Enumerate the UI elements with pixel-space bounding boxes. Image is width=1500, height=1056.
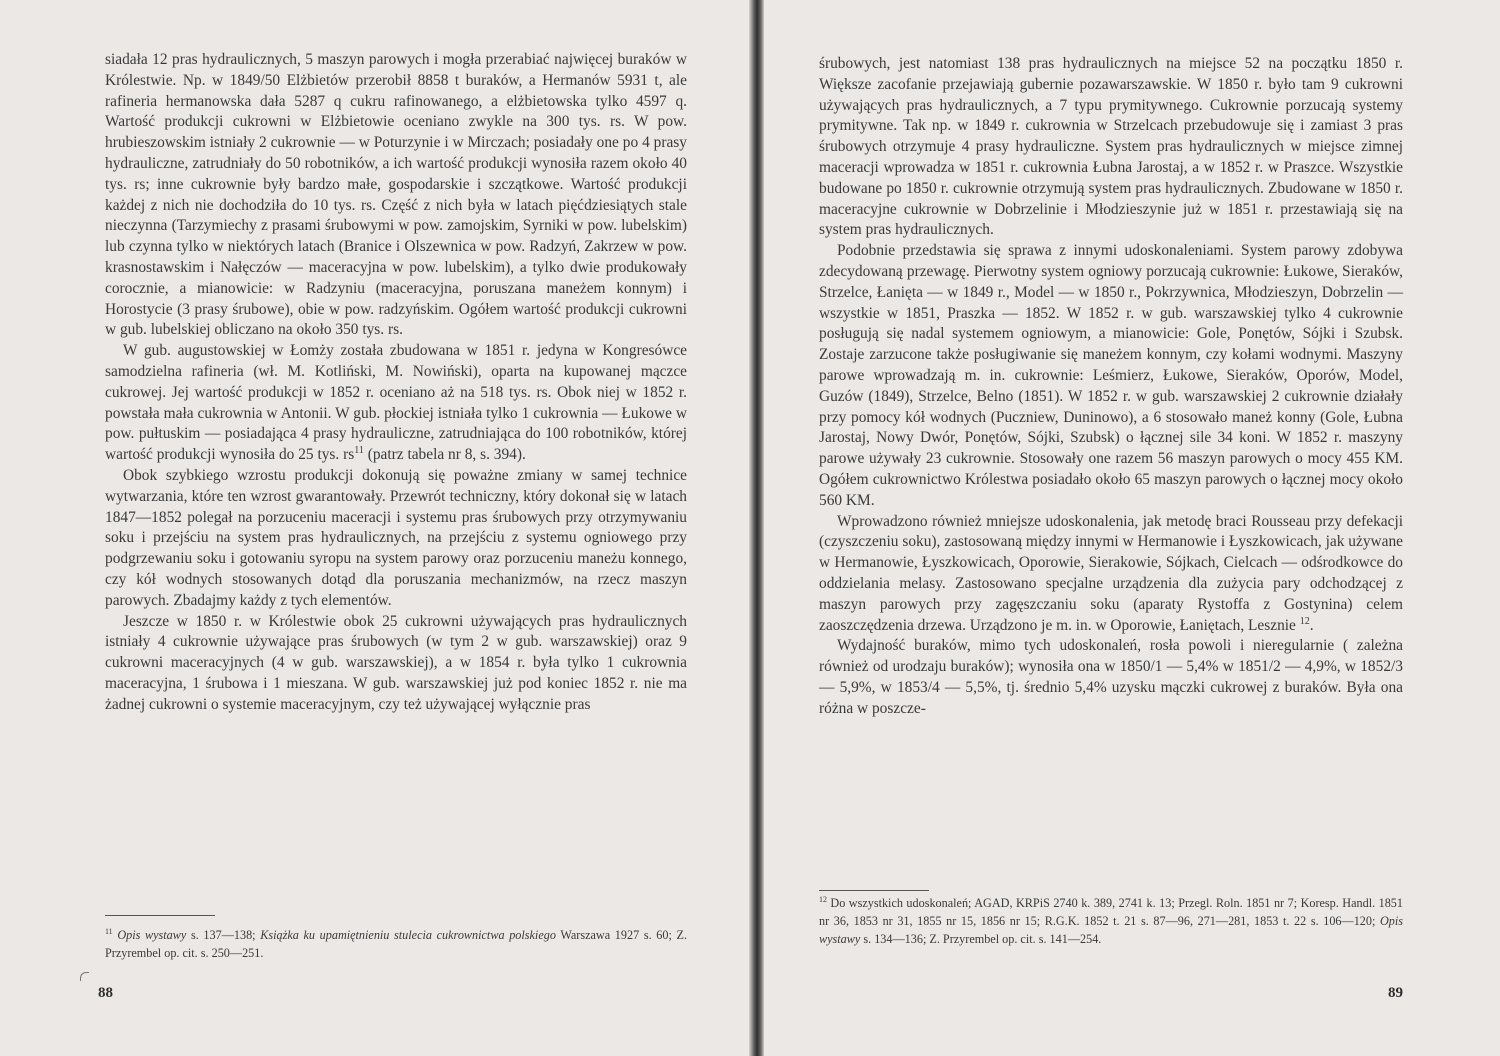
paragraph-text: Wprowadzono również mniejsze udoskonalenia, jak metodę braci Rousseau przy defekacji (czyszczeniu soku), zastosowaną między innymi w Hermanowie i Łyszkowicach, jak używane w Hermanowie, Łyszkowicach, Oporowie, Sierakowie, Sójkach, Cielcach — odśrodkowce do oddzielania melasy. Zastosowano specjalne urządzenia dla zużycia pary odchodzącej z maszyn parowych przy zagęszczaniu soku (aparaty Rystoffa z Gostynina) celem zaoszczędzenia drzewa. Urządzono je m. in. w Oporowie, Łaniętach, Lesznie — [819, 512, 1403, 634]
footnote-ref: 12 — [1299, 615, 1310, 627]
paragraph-text: W gub. augustowskiej w Łomży została zbudowana w 1851 r. jedyna w Kongresówce samodzielna rafineria (wł. M. Kotliński, M. Nowiński), oparta na kupowanej mączce cukrowej. Jej wartość produkcji w 1852 r. oceniano aż na 518 tys. rs. Obok niej w 1852 r. powstała mała cukrownia w Antonii. W gub. płockiej istniała tylko 1 cukrownia — Łukowe w pow. pułtuskim — posiadająca 4 prasy hydrauliczne, zatrudniająca do 100 robotników, której wartość produkcji wynosiła do 25 tys. rs — [105, 342, 687, 464]
paragraph: Podobnie przedstawia się sprawa z innymi udoskonaleniami. System parowy zdobywa zdecydowaną przewagę. Pierwotny system ogniowy porzucają cukrownie: Łukowe, Sieraków, Strzelce, Łanięta — w 1849 r., Model — w 1850 r., Pokrzywnica, Młodzieszyn, Dobrzelin — wszystkie w 1851, Praszka — 1852. W 1852 r. w gub. warszawskiej tylko 4 cukrownie posługują się nadal systemem ogniowym, a mianowicie: Gole, Ponętów, Sójki i Szubsk. Zostaje zarzucone także posługiwanie się maneżem konnym, czy kołami wodnymi. Maszyny parowe wprowadzają m. in. cukrownie: Leśmierz, Łukowe, Sieraków, Oporów, Model, Guzów (1849), Strzelce, Belno (1851). W 1852 r. w gub. warszawskiej 2 cukrownie działały przy pomocy kół wodnych (Puczniew, Duninowo), a 6 stosowało maneż konny (Gole, Łubna Jarostaj, Nowy Dwór, Ponętów, Sójki, Szubsk) o łącznej sile 34 koni. W 1852 r. maszyny parowe używały 23 cukrownie. Stosowały one razem 56 maszyn parowych o mocy 455 KM. Ogółem cukrownictwo Królestwa posiadało około 65 maszyn parowych o łącznej mocy około 560 KM. — [819, 242, 1403, 509]
footnote — [819, 894, 1403, 948]
footnote-number: 11 — [105, 926, 113, 936]
paragraph — [105, 341, 687, 466]
paragraph: Jeszcze w 1850 r. w Królestwie obok 25 cukrowni używających pras hydraulicznych istniały 4 cukrownie używające pras śrubowych (w tym 2 w gub. warszawskiej) oraz 9 cukrowni maceracyjnych (4 w gub. warszawskiej), a w 1854 r. była tylko 1 cukrownia maceracyjna, 1 śrubowa i 1 mieszana. W gub. warszawskiej już pod koniec 1852 r. nie ma żadnej cukrowni o systemie maceracyjnym, czy też używającej wyłącznie pras — [105, 612, 687, 713]
footnote-divider — [105, 915, 215, 916]
footnote-part: Opis wystawy — [819, 914, 1403, 946]
footnote-part: Opis wystawy — [117, 928, 187, 942]
footnote-ref: 11 — [354, 445, 364, 457]
paragraph-tail: . — [1309, 616, 1314, 634]
page-number: 89 — [1388, 985, 1403, 1001]
paragraph: siadała 12 pras hydraulicznych, 5 maszyn parowych i mogła przerabiać najwięcej buraków w Królestwie. Np. w 1849/50 Elżbietów przerobił 8858 t buraków, a Hermanów 5931 t, ale rafineria hermanowska dała 5287 q cukru rafinowanego, a elżbietowska tylko 4597 q. Wartość produkcji cukrowni w Elżbietowie oceniano zwykle na 300 tys. rs. W pow. hrubieszowskim istniały 2 cukrownie — w Poturzynie i w Mirczach; posiadały one po 4 prasy hydrauliczne, zatrudniały do 50 robotników, a ich wartość produkcji wynosiła razem około 40 tys. rs; inne cukrownie były bardzo małe, gospodarskie i szczątkowe. Wartość produkcji każdej z nich nie dochodziła do 10 tys. rs. Część z nich była w latach pięćdziesiątych stale nieczynna (Tarzymiechy z prasami śrubowymi w pow. zamojskim, Syrniki w pow. lubelskim) lub czynna tylko w niektórych latach (Branice i Olszewnica w pow. Radzyń, Zakrzew w pow. krasnostawskim i Nałęczów — maceracyjna w pow. lubelskim), a tylko dwie produkowały corocznie, a mianowicie: w Radzyniu (maceracyjna, poruszana maneżem konnym) i Horostycie (3 prasy śrubowe), obie w pow. radzyńskim. Ogółem wartość produkcji cukrowni w gub. lubelskiej obliczano na około 350 tys. rs. — [105, 51, 687, 339]
margin-mark — [80, 972, 89, 981]
paragraph — [819, 512, 1403, 637]
footnote-part: Do wszystkich udoskonaleń; AGAD, KRPiS 2740 k. 389, 2741 k. 13; Przegl. Roln. 1851 nr 7; Koresp. Handl. 1851 nr 36, 1853 nr 31, 1855 nr 15, 1856 nr 15; R.G.K. 1852 t. 21 s. 87—96, 271—281, 1853 t. 22 s. 106—120; — [819, 896, 1403, 928]
footnote-number: 12 — [819, 894, 827, 904]
footnote-part: Książka ku upamiętnieniu stulecia cukrownictwa polskiego — [260, 928, 556, 942]
paragraph: Wydajność buraków, mimo tych udoskonaleń, rosła powoli i nieregularnie ( zależna również od urodzaju buraków); wynosiła ona w 1850/1 — 5,4% w 1851/2 — 4,9%, w 1852/3 — 5,9%, w 1853/4 — 5,5%, tj. średnio 5,4% uzysku mączki cukrowej z buraków. Była ona różna w poszcze- — [819, 637, 1403, 717]
footnote-divider — [819, 890, 929, 891]
right-body-text — [819, 54, 1403, 720]
paragraph: śrubowych, jest natomiast 138 pras hydraulicznych na miejsce 52 na początku 1850 r. Większe zacofanie przejawiają gubernie pozawarszawskie. W 1850 r. było tam 9 cukrowni używających pras hydraulicznych, a 7 typu prymitywnego. Cukrownie porzucają systemy prymitywne. Tak np. w 1849 r. cukrownia w Strzelcach przebudowuje się i zamiast 3 pras śrubowych otrzymuje 4 prasy hydrauliczne. System pras hydraulicznych w miejsce zimnej maceracji wprowadza w 1851 r. cukrownia Łubna Jarostaj, a w 1852 r. w Praszce. Wszystkie budowane po 1850 r. cukrownie otrzymują system pras hydraulicznych. Zbudowane w 1850 r. maceracyjne cukrownie w Dobrzelinie i Młodzieszynie już w 1851 r. przestawiają się na system pras hydraulicznych. — [819, 55, 1403, 239]
page-number: 88 — [98, 985, 113, 1001]
right-page — [764, 0, 1500, 1056]
footnote-part: s. 134—136; Z. Przyrembel op. cit. s. 141—254. — [860, 932, 1102, 946]
paragraph: Obok szybkiego wzrostu produkcji dokonują się poważne zmiany w samej technice wytwarzania, które ten wzrost gwarantowały. Przewrót techniczny, który dokonał się w latach 1847—1852 polegał na porzuceniu maceracji i systemu pras śrubowych przy otrzymywaniu soku i przejściu na system pras hydraulicznych, na przejściu z systemu ogniowego przy podgrzewaniu soku i gotowaniu syropu na system parowy oraz porzuceniu maneżu konnego, czy kół wodnych stosowanych dotąd dla poruszania mechanizmów, na rzecz maszyn parowych. Zbadajmy każdy z tych elementów. — [105, 466, 687, 609]
book-gutter — [749, 0, 764, 1056]
footnote-part: s. 137—138; — [186, 928, 261, 942]
left-body-text — [105, 50, 687, 716]
left-page — [0, 0, 749, 1056]
footnote — [105, 926, 687, 962]
footnote-part: Warszawa 1927 s. 60; Z. Przyrembel op. cit. s. 250—251. — [105, 928, 688, 960]
paragraph-tail: (patrz tabela nr 8, s. 394). — [363, 446, 526, 464]
